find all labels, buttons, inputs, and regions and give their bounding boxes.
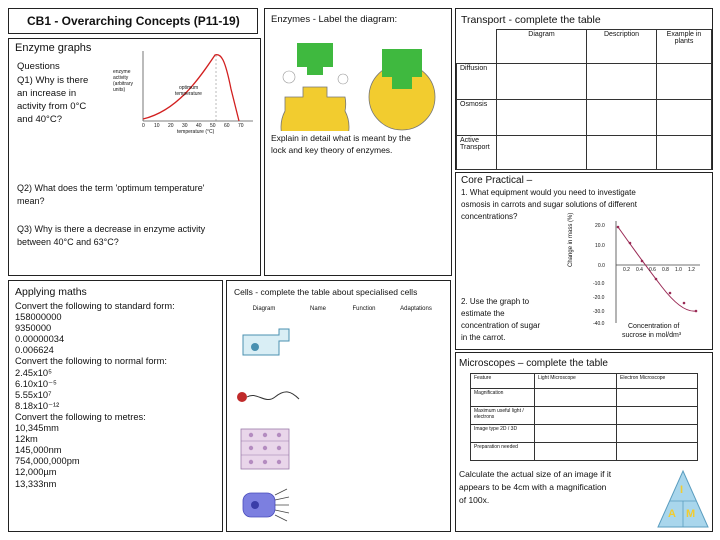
enzyme-graphs-heading: Enzyme graphs	[15, 42, 92, 54]
list-item: 12km	[15, 434, 38, 445]
q2-line-1: Q2) What does the term 'optimum temperature'	[17, 183, 205, 193]
cp-q2-line-4: in the carrot.	[461, 333, 506, 342]
table-row	[471, 407, 698, 425]
table-row	[471, 443, 698, 461]
cells-header-adaptations: Adaptations	[400, 306, 432, 312]
mic-row-label: Maximum useful light / electrons	[471, 407, 535, 425]
triangle-label-m: M	[686, 508, 696, 520]
magnification-triangle-icon	[656, 469, 710, 529]
table-cell[interactable]	[657, 100, 712, 136]
cp-q1-line-2: osmosis in carrots and sugar solutions of different	[461, 200, 637, 209]
q1-line-1: Q1) Why is there	[17, 75, 89, 86]
mic-row-label: Image type 2D / 3D	[471, 425, 535, 443]
list-item: 0.006624	[15, 345, 54, 356]
graph-tick-5: 50	[210, 123, 216, 129]
table-cell[interactable]	[617, 389, 698, 407]
sperm-cell-icon	[235, 387, 301, 413]
mic-header-electron: Electron Microscope	[617, 374, 698, 389]
graph-tick-0: 0	[142, 123, 145, 129]
xtick: 0.8	[662, 267, 669, 273]
graph-tick-6: 60	[224, 123, 230, 129]
table-row	[457, 136, 712, 170]
enzyme-graphs-panel	[8, 38, 261, 276]
table-cell[interactable]	[587, 136, 657, 170]
cp-q2-line-1: 2. Use the graph to	[461, 297, 530, 306]
transport-table	[456, 29, 712, 170]
xtick: 0.2	[623, 267, 630, 273]
transport-row-label: Active Transport	[457, 136, 497, 170]
microscopes-table	[470, 373, 698, 461]
list-item: 9350000	[15, 323, 52, 334]
lock-and-key-diagram	[275, 39, 445, 131]
explain-line-2: lock and key theory of enzymes.	[271, 145, 393, 155]
cells-panel	[226, 280, 451, 532]
table-row	[471, 425, 698, 443]
xtick: 0.4	[636, 267, 643, 273]
cp-q1-line-3: concentrations?	[461, 212, 518, 221]
enzymes-panel	[264, 8, 452, 276]
list-item: 12,000µm	[15, 467, 57, 478]
root-hair-cell-icon	[235, 325, 295, 361]
table-cell[interactable]	[535, 443, 617, 461]
table-cell[interactable]	[535, 407, 617, 425]
ytick: 20.0	[595, 223, 605, 229]
list-item: 6.10x10⁻⁵	[15, 378, 57, 389]
applying-maths-heading: Applying maths	[15, 286, 87, 298]
transport-row-label: Osmosis	[457, 100, 497, 136]
cells-header-function: Function	[352, 306, 376, 312]
cp-q2-line-2: estimate the	[461, 309, 505, 318]
graph-ylabel-1: enzyme	[113, 69, 131, 75]
mic-header-feature: Feature	[471, 374, 535, 389]
table-cell[interactable]	[535, 425, 617, 443]
graph-annotation-1: optimum	[179, 85, 199, 91]
ytick: -10.0	[593, 281, 605, 287]
table-cell[interactable]	[497, 136, 587, 170]
core-practical-heading: Core Practical –	[461, 175, 533, 186]
mic-row-label: Preparation needed	[471, 443, 535, 461]
osmosis-graph-ylabel: Change in mass (%)	[568, 212, 574, 267]
list-item: 754,000,000pm	[15, 456, 80, 467]
transport-row-label: Diffusion	[457, 64, 497, 100]
table-cell[interactable]	[617, 407, 698, 425]
list-item: 2.45x10⁵	[15, 367, 52, 378]
ytick: 0.0	[598, 263, 605, 269]
triangle-label-a: A	[668, 508, 676, 520]
transport-header-example: Example in plants	[657, 30, 712, 64]
table-row	[457, 64, 712, 100]
graph-tick-7: 70	[238, 123, 244, 129]
list-item: Convert the following to normal form:	[15, 356, 167, 367]
transport-header-diagram: Diagram	[497, 30, 587, 64]
cells-header-name: Name	[309, 306, 326, 312]
ytick: -30.0	[593, 309, 605, 315]
table-cell[interactable]	[657, 64, 712, 100]
list-item: 5.55x10⁷	[15, 389, 52, 400]
table-cell[interactable]	[617, 425, 698, 443]
calc-line-3: of 100x.	[459, 495, 490, 505]
maths-lines	[15, 301, 175, 490]
table-cell[interactable]	[535, 389, 617, 407]
table-cell[interactable]	[617, 443, 698, 461]
xtick: 1.0	[675, 267, 682, 273]
microscopes-heading: Microscopes – complete the table	[459, 358, 608, 369]
table-row	[471, 389, 698, 407]
mic-header-light: Light Microscope	[535, 374, 617, 389]
microscopes-panel	[455, 352, 713, 532]
q1-line-4: and 40°C?	[17, 114, 62, 125]
graph-ylabel-4: units)	[113, 87, 126, 93]
ytick: -20.0	[593, 295, 605, 301]
q1-line-2: an increase in	[17, 88, 77, 99]
ciliated-cell-icon	[239, 485, 293, 525]
title-box	[8, 8, 258, 34]
graph-tick-1: 10	[154, 123, 160, 129]
transport-header-description: Description	[587, 30, 657, 64]
ytick: 10.0	[595, 243, 605, 249]
applying-maths-panel	[8, 280, 223, 532]
transport-panel	[455, 8, 713, 170]
list-item: Convert the following to standard form:	[15, 301, 175, 311]
table-row	[457, 100, 712, 136]
q3-line-1: Q3) Why is there a decrease in enzyme activity	[17, 224, 206, 234]
list-item: 0.00000034	[15, 334, 65, 345]
graph-annotation-2: temperature	[175, 91, 202, 97]
xtick: 0.6	[649, 267, 656, 273]
q2-line-2: mean?	[17, 196, 45, 206]
cells-table	[233, 305, 445, 323]
table-row	[471, 374, 698, 389]
list-item: 10,345mm	[15, 423, 59, 434]
cells-heading: Cells - complete the table about specialised cells	[234, 287, 418, 297]
table-cell[interactable]	[587, 64, 657, 100]
list-item: 8.18x10⁻¹²	[15, 400, 60, 411]
enzymes-heading: Enzymes - Label the diagram:	[271, 14, 398, 25]
cells-header-diagram: Diagram	[252, 306, 276, 312]
table-cell[interactable]	[497, 100, 587, 136]
graph-tick-4: 40	[196, 123, 202, 129]
list-item: 158000000	[15, 312, 62, 323]
calc-line-2: appears to be 4cm with a magnification	[459, 482, 607, 492]
graph-tick-3: 30	[182, 123, 188, 129]
graph-xlabel: temperature (°C)	[177, 129, 215, 135]
table-row	[233, 305, 445, 323]
mic-row-label: Magnification	[471, 389, 535, 407]
list-item: Convert the following to metres:	[15, 411, 146, 422]
osmosis-xlabel-1: Concentration of	[628, 323, 680, 330]
graph-tick-2: 20	[168, 123, 174, 129]
graph-ylabel-3: (arbitrary	[113, 81, 134, 87]
cp-q1-line-1: 1. What equipment would you need to investigate	[461, 188, 636, 197]
table-row	[457, 30, 712, 64]
graph-ylabel-2: activity	[113, 75, 129, 81]
triangle-label-i: I	[680, 484, 684, 496]
page-title: CB1 - Overarching Concepts (P11-19)	[27, 14, 240, 28]
explain-line-1: Explain in detail what is meant by the	[271, 133, 411, 143]
palisade-cell-icon	[239, 427, 291, 471]
table-cell[interactable]	[587, 100, 657, 136]
core-practical-panel	[455, 172, 713, 350]
transport-header-blank	[457, 30, 497, 64]
osmosis-xlabel-2: sucrose in mol/dm³	[622, 332, 682, 339]
osmosis-graph	[612, 221, 702, 325]
list-item: 145,000nm	[15, 445, 62, 456]
calc-line-1: Calculate the actual size of an image if it	[459, 469, 612, 479]
table-cell[interactable]	[657, 136, 712, 170]
transport-heading: Transport - complete the table	[461, 14, 601, 26]
ytick: -40.0	[593, 321, 605, 327]
list-item: 13,333nm	[15, 478, 57, 489]
questions-label: Questions	[17, 61, 60, 72]
cp-q2-line-3: concentration of sugar	[461, 321, 541, 330]
q3-line-2: between 40°C and 63°C?	[17, 237, 119, 247]
q1-line-3: activity from 0°C	[17, 101, 87, 112]
table-cell[interactable]	[497, 64, 587, 100]
xtick: 1.2	[688, 267, 695, 273]
